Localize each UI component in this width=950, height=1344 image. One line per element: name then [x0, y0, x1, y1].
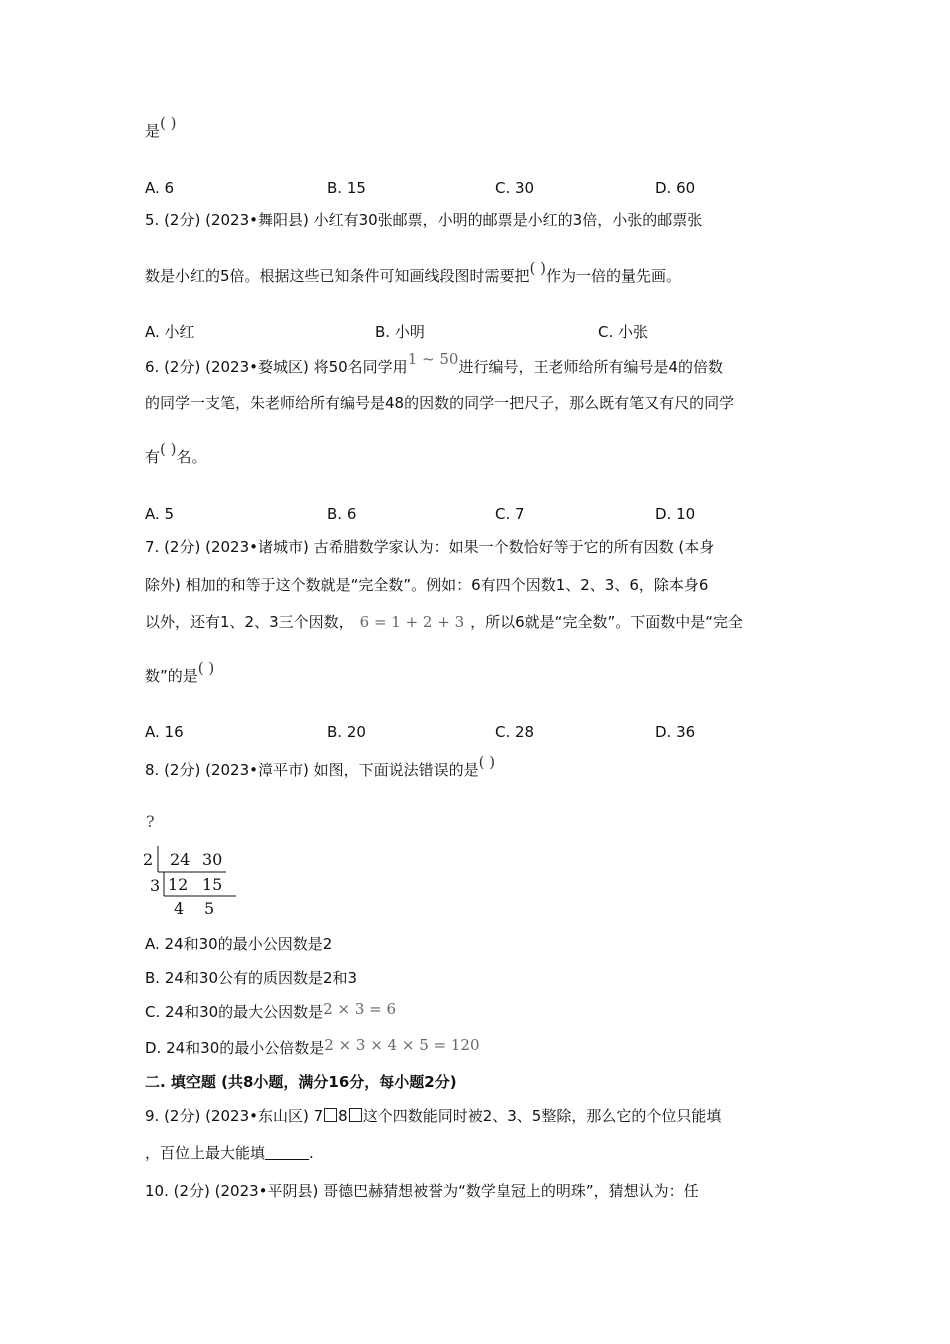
q5-line2: [145, 259, 682, 286]
q7-line4-text: 数”的是: [145, 667, 198, 685]
perfect-number-formula: 6 = 1 + 2 + 3: [359, 613, 465, 631]
option-b-text: B. 24和30公有的质因数是2和3: [145, 969, 358, 987]
option-a-text: A. 24和30的最小公因数是2: [145, 935, 333, 953]
option-a[interactable]: A. 5: [145, 505, 175, 523]
q7-line1: 7. (2分) (2023•诸城市) 古希腊数学家认为：如果一个数恰好等于它的所有因数 (本身: [145, 538, 715, 556]
q7-line2: 除外) 相加的和等于这个数就是“完全数”。例如：6有四个因数1、2、3、6，除本身6: [145, 576, 709, 594]
range-formula: 1 ~ 50: [407, 350, 459, 368]
option-d[interactable]: D. 10: [655, 505, 696, 523]
option-b[interactable]: B. 15: [327, 179, 366, 197]
q9-digit: 8: [338, 1107, 348, 1125]
q10-line1: 10. (2分) (2023•平阴县) 哥德巴赫猜想被誉为“数学皇冠上的明珠”，猜想认为：任: [145, 1182, 699, 1200]
q6-line3-end: 名。: [176, 448, 207, 466]
q7-line4: [145, 659, 215, 686]
q6-line1: [145, 350, 723, 377]
q6-line1-end: 进行编号，王老师给所有编号是4的倍数: [458, 358, 723, 376]
option-a[interactable]: A. 小红: [145, 323, 195, 341]
answer-paren: ( ): [529, 259, 547, 277]
q9-line1-text: 9. (2分) (2023•东山区) 7: [145, 1107, 324, 1125]
option-c[interactable]: C. 7: [495, 505, 525, 523]
q7-line3-end: ，所以6就是“完全数”。下面数中是“完全: [470, 613, 743, 631]
q6-line3-text: 有: [145, 448, 161, 466]
option-c[interactable]: C. 30: [495, 179, 535, 197]
figure-question-mark: ?: [146, 812, 155, 831]
answer-paren: ( ): [197, 659, 215, 677]
digit-box[interactable]: [349, 1108, 362, 1122]
q9-line2-text: ，百位上最大能填: [145, 1144, 266, 1162]
option-a[interactable]: A. 6: [145, 179, 175, 197]
row2-a: 12: [168, 875, 189, 894]
q7-line3-text: 以外，还有1、2、3三个因数，: [145, 613, 354, 631]
row1-a: 24: [170, 850, 191, 869]
option-c-formula: 2 × 3 = 6: [323, 1000, 397, 1018]
q6-line1-text: 6. (2分) (2023•婺城区) 将50名同学用: [145, 358, 408, 376]
q7-line3: [145, 612, 743, 632]
division-lines: [140, 812, 250, 922]
q9-line1-end: 这个四数能同时被2、3、5整除，那么它的个位只能填: [362, 1107, 722, 1125]
q9-line2-end: .: [309, 1144, 314, 1162]
section-heading: 二. 填空题 (共8小题，满分16分，每小题2分): [145, 1073, 457, 1091]
option-c[interactable]: C. 小张: [598, 323, 649, 341]
option-a[interactable]: [145, 934, 332, 954]
q8-line1-text: 8. (2分) (2023•漳平市) 如图，下面说法错误的是: [145, 761, 479, 779]
option-d-text: D. 24和30的最小公倍数是: [145, 1039, 325, 1057]
option-a[interactable]: A. 16: [145, 723, 184, 741]
option-d[interactable]: [145, 1038, 480, 1058]
option-c[interactable]: [145, 1002, 396, 1022]
answer-paren: ( ): [160, 440, 177, 458]
divisor-1: 2: [143, 850, 154, 869]
answer-paren: ( ): [160, 114, 177, 132]
q8-line1: [145, 753, 496, 780]
divisor-2: 3: [150, 876, 161, 895]
q4-tail-line: [145, 114, 177, 141]
q9-line1: [145, 1106, 721, 1126]
option-c[interactable]: C. 28: [495, 723, 535, 741]
q5-line1: 5. (2分) (2023•舞阳县) 小红有30张邮票，小明的邮票是小红的3倍，小张的邮票张: [145, 211, 703, 229]
q9-line2: [145, 1143, 314, 1163]
option-d[interactable]: D. 60: [655, 179, 696, 197]
q5-line2-text: 数是小红的5倍。根据这些已知条件可知画线段图时需要把: [145, 267, 530, 285]
fill-blank[interactable]: [265, 1145, 309, 1160]
option-d[interactable]: D. 36: [655, 723, 696, 741]
option-b[interactable]: B. 6: [327, 505, 357, 523]
answer-paren: ( ): [478, 753, 496, 771]
option-b[interactable]: B. 小明: [375, 323, 425, 341]
q6-line2: 的同学一支笔，朱老师给所有编号是48的因数的同学一把尺子，那么既有笔又有尺的同学: [145, 394, 735, 412]
option-b[interactable]: [145, 968, 357, 988]
option-b[interactable]: B. 20: [327, 723, 366, 741]
q5-line2-end: 作为一倍的量先画。: [546, 267, 682, 285]
row3-a: 4: [174, 899, 185, 918]
row1-b: 30: [202, 850, 223, 869]
option-c-text: C. 24和30的最大公因数是: [145, 1003, 324, 1021]
digit-box[interactable]: [324, 1108, 337, 1122]
q6-line3: [145, 440, 207, 467]
row2-b: 15: [202, 875, 223, 894]
option-d-formula: 2 × 3 × 4 × 5 = 120: [324, 1036, 480, 1054]
q4-tail-text: 是: [145, 122, 161, 140]
short-division-figure: [140, 812, 250, 922]
row3-b: 5: [204, 899, 215, 918]
